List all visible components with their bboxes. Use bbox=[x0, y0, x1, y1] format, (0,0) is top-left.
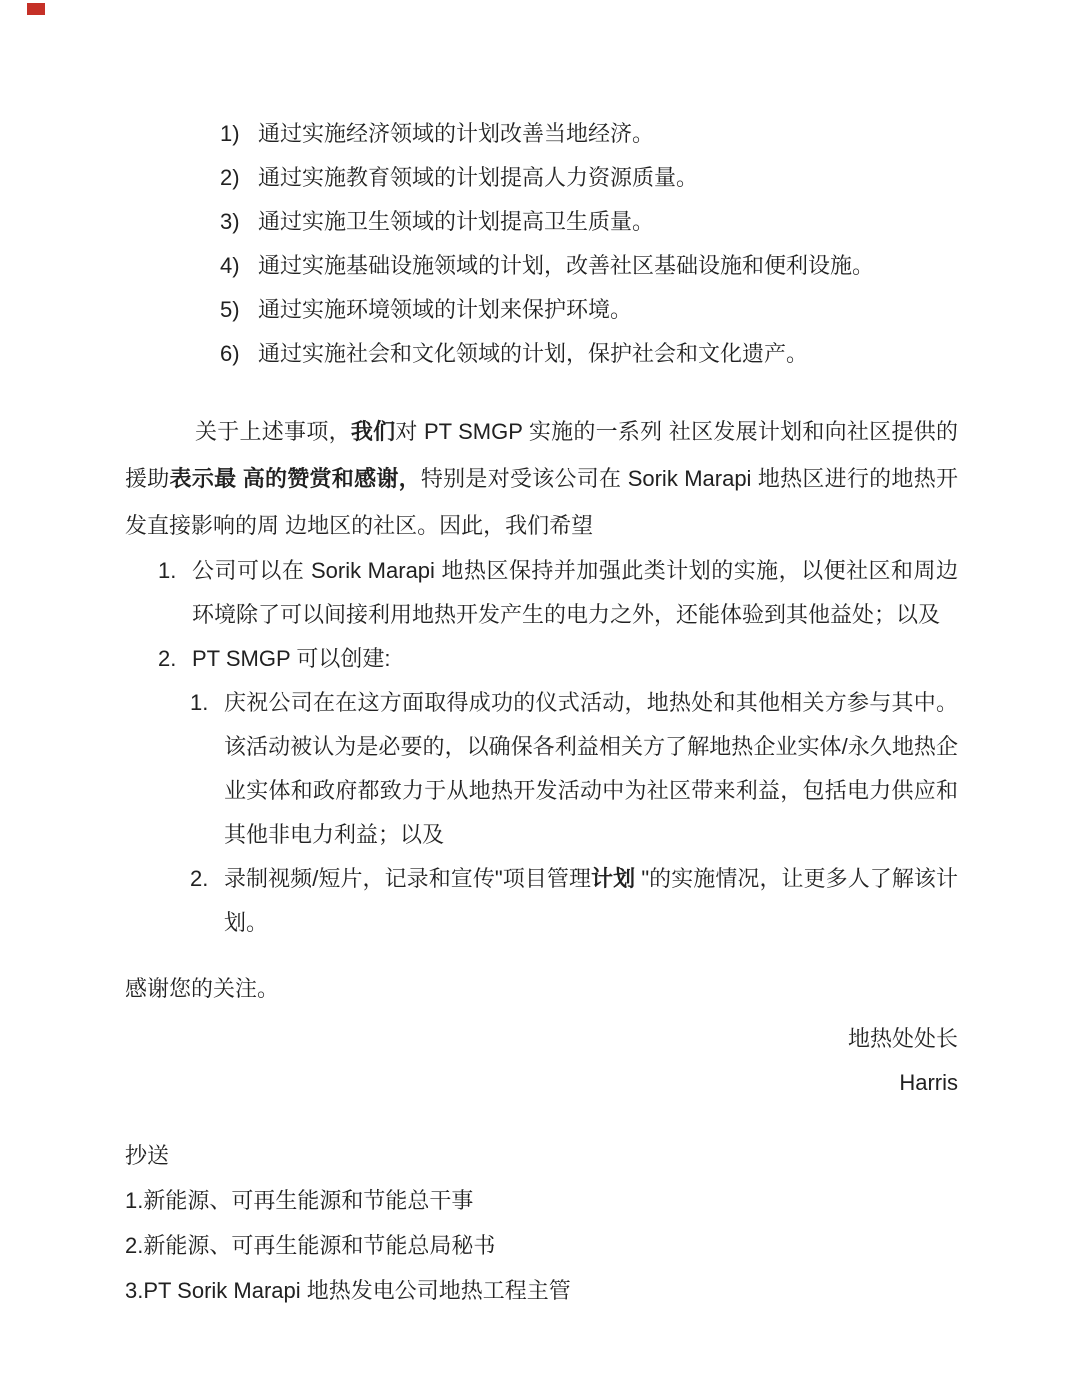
signer-title: 地热处处长 bbox=[847, 1026, 958, 1051]
list-item bbox=[220, 244, 958, 288]
list-item-number: 2. bbox=[190, 866, 209, 891]
list-item-text: 通过实施基础设施领域的计划，改善社区基础设施和便利设施。 bbox=[258, 253, 875, 278]
list-item-text: 通过实施卫生领域的计划提高卫生质量。 bbox=[258, 209, 655, 234]
cc-item: 2.新能源、可再生能源和节能总局秘书 bbox=[125, 1233, 496, 1258]
list-item-text: 通过实施社会和文化领域的计划，保护社会和文化遗产。 bbox=[258, 341, 809, 366]
paragraph-bold-text: 我们 bbox=[350, 419, 396, 444]
list-item-number: 1. bbox=[190, 690, 209, 715]
list-item-number: 1) bbox=[220, 121, 240, 146]
list-item-number: 3) bbox=[220, 209, 240, 234]
list-item-text: 公司可以在 Sorik Marapi 地热区保持并加强此类计划的实施，以便社区和周边环境除了可以间接利用地热开发产生的电力之外，还能体验到其他益处；以及 bbox=[192, 558, 958, 627]
list-item-number: 4) bbox=[220, 253, 240, 278]
paragraph-bold-text: 表示最 高的赞赏和感谢， bbox=[169, 466, 421, 491]
cc-block bbox=[125, 1133, 958, 1313]
goal-list bbox=[125, 112, 958, 376]
list-item-text: 通过实施环境领域的计划来保护环境。 bbox=[258, 297, 633, 322]
list-item bbox=[220, 112, 958, 156]
list-item-text: 通过实施教育领域的计划提高人力资源质量。 bbox=[258, 165, 699, 190]
cc-label: 抄送 bbox=[125, 1143, 170, 1168]
list-item-text: 通过实施经济领域的计划改善当地经济。 bbox=[258, 121, 655, 146]
list-item bbox=[220, 288, 958, 332]
list-item-text bbox=[224, 857, 958, 945]
list-item-number: 5) bbox=[220, 297, 240, 322]
list-item-text-part: "的实施情况，让更多人了解该计划。 bbox=[224, 866, 958, 935]
paragraph-text: 关于上述事项， bbox=[195, 419, 351, 444]
signer-name: Harris bbox=[899, 1070, 958, 1095]
list-item-number: 6) bbox=[220, 341, 240, 366]
list-item-bold-text: 计划 bbox=[591, 866, 636, 891]
red-corner-marker bbox=[27, 3, 45, 15]
cc-item: 3.PT Sorik Marapi 地热发电公司地热工程主管 bbox=[125, 1278, 571, 1303]
signature-block bbox=[125, 1017, 958, 1105]
list-item bbox=[158, 549, 958, 637]
list-item-text: 庆祝公司在在这方面取得成功的仪式活动，地热处和其他相关方参与其中。该活动被认为是必要的，以确保各利益相关方了解地热企业实体/永久地热企业实体和政府都致力于从地热开发活动中为社区带来利益，包括电力供应和其他非电力利益；以及 bbox=[224, 690, 958, 847]
list-item-text: PT SMGP 可以创建: bbox=[192, 646, 391, 671]
request-list bbox=[125, 549, 958, 681]
cc-item: 1.新能源、可再生能源和节能总干事 bbox=[125, 1188, 474, 1213]
list-item-text-part: 录制视频/短片，记录和宣传"项目管理 bbox=[224, 866, 592, 891]
list-item bbox=[220, 332, 958, 376]
list-item-number: 1. bbox=[158, 558, 177, 583]
appreciation-paragraph bbox=[125, 408, 958, 549]
paragraph-text: 特别是对受该公司在 Sorik Marapi 地热区进行的地热开发直接影响的周 边地区的社区。因此，我们希望 bbox=[125, 466, 958, 538]
list-item bbox=[220, 156, 958, 200]
sub-list bbox=[125, 681, 958, 945]
list-item bbox=[190, 681, 958, 857]
list-item-number: 2. bbox=[158, 646, 177, 671]
list-item-number: 2) bbox=[220, 165, 240, 190]
letter-content bbox=[125, 112, 958, 1313]
closing-line: 感谢您的关注。 bbox=[125, 976, 280, 1001]
list-item bbox=[158, 637, 958, 681]
list-item bbox=[220, 200, 958, 244]
list-item bbox=[190, 857, 958, 945]
paragraph-text: 对 PT SMGP 实施的一系列 社区发展计划和向社区提供的援助 bbox=[125, 419, 958, 491]
